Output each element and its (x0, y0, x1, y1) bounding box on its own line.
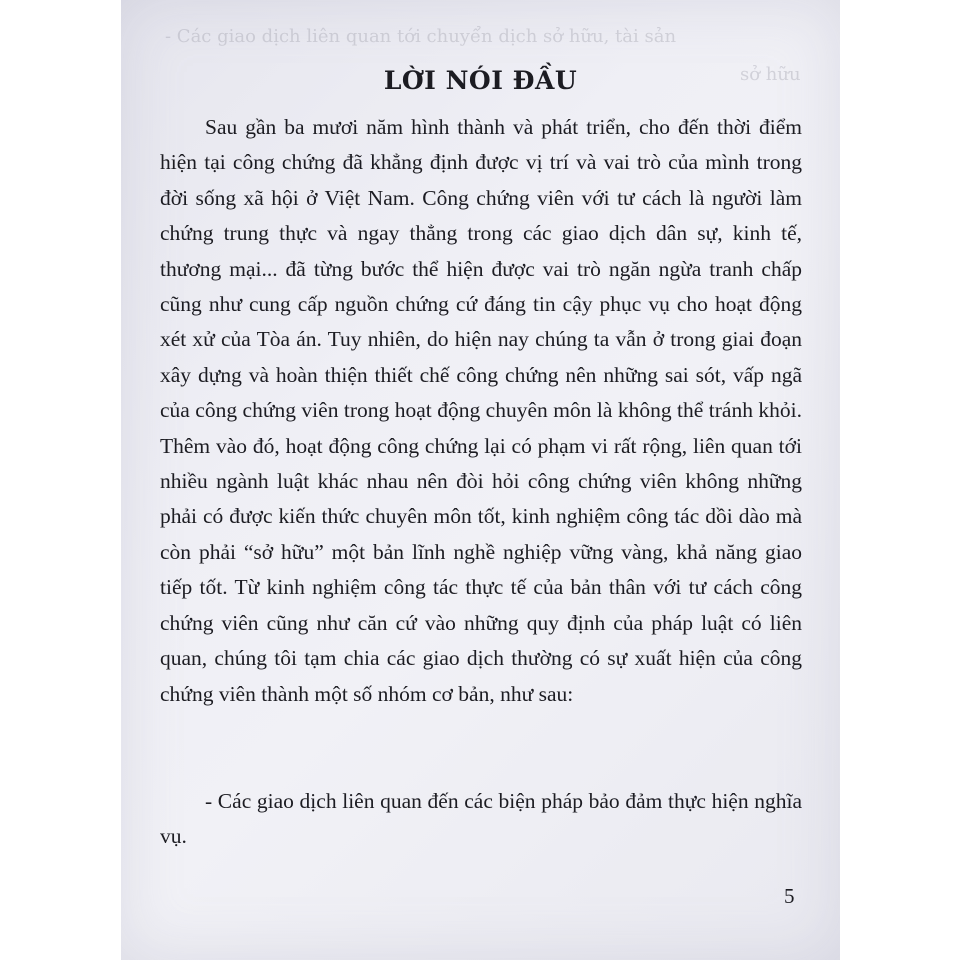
page-title: LỜI NÓI ĐẦU (383, 66, 578, 95)
bullet-paragraph: - Các giao dịch liên quan đến các biện pháp bảo đảm thực hiện nghĩa vụ. (160, 789, 802, 849)
body-paragraph: Sau gần ba mươi năm hình thành và phát triển, cho đến thời điểm hiện tại công chứng đã khẳng định được vị trí và vai trò của mình trong đời sống xã hội ở Việt Nam. Công chứng viên với tư cách là người làm chứng trung thực và ngay thẳng trong các giao dịch dân sự, kinh tế, thương mại... đã từng bước thể hiện được vai trò ngăn ngừa tranh chấp cũng như cung cấp nguồn chứng cứ đáng tin cậy phục vụ cho hoạt động xét xử của Tòa án. Tuy nhiên, do hiện nay chúng ta vẫn ở trong giai đoạn xây dựng và hoàn thiện thiết chế công chứng nên những sai sót, vấp ngã của công chứng viên trong hoạt động chuyên môn là không thể tránh khỏi. Thêm vào đó, hoạt động công chứng lại có phạm vi rất rộng, liên quan tới nhiều ngành luật khác nhau nên đòi hỏi công chứng viên không những phải có được kiến thức chuyên môn tốt, kinh nghiệm công tác dồi dào mà còn phải “sở hữu” một bản lĩnh nghề nghiệp vững vàng, khả năng giao tiếp tốt. Từ kinh nghiệm công tác thực tế của bản thân với tư cách công chứng viên cũng như căn cứ vào những quy định của pháp luật có liên quan, chúng tôi tạm chia các giao dịch thường có sự xuất hiện của công chứng viên thành một số nhóm cơ bản, như sau: (160, 115, 802, 706)
page-number: 5 (784, 884, 795, 908)
bleed-through-text-2: sở hữu (740, 64, 801, 85)
bleed-through-text: - Các giao dịch liên quan tới chuyển dịch sở hữu, tài sản (165, 26, 677, 47)
